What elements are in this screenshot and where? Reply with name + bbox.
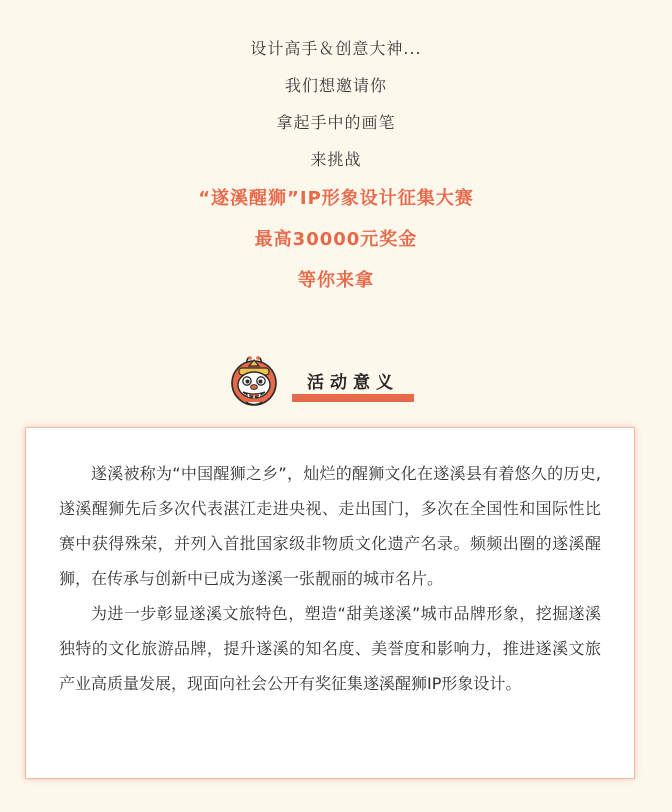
paragraph: 遂溪被称为“中国醒狮之乡”，灿烂的醒狮文化在遂溪县有着悠久的历史,遂溪醒狮先后多次代表湛江走进央视、走出国门，多次在全国性和国际性比赛中获得殊荣，并列入首批国家级非物质文化遗产名录。频频出圈的遂溪醒狮，在传承与创新中已成为遂溪一张靓丽的城市名片。 [59,464,601,588]
contest-title: “遂溪醒狮”IP形象设计征集大赛 [198,188,474,209]
content-card [25,427,635,779]
call-to-action-line: 等你来拿 [298,270,374,291]
lion-head-icon [228,356,280,408]
intro-line: 来挑战 [310,150,362,169]
section-header [228,356,428,412]
intro-line: 我们想邀请你 [284,76,387,95]
intro-line: 拿起手中的画笔 [276,113,396,132]
prize-line: 最高30000元奖金 [254,229,418,250]
intro-line: 设计高手＆创意大神... [250,39,422,58]
section-title: 活动意义 [307,373,399,393]
section-title-underline [292,394,414,402]
intro-block [0,30,672,301]
paragraph: 为进一步彰显遂溪文旅特色，塑造“甜美遂溪”城市品牌形象，挖掘遂溪独特的文化旅游品牌，提升遂溪的知名度、美誉度和影响力，推进遂溪文旅产业高质量发展，现面向社会公开有奖征集遂溪醒狮IP形象设计。 [59,604,601,693]
